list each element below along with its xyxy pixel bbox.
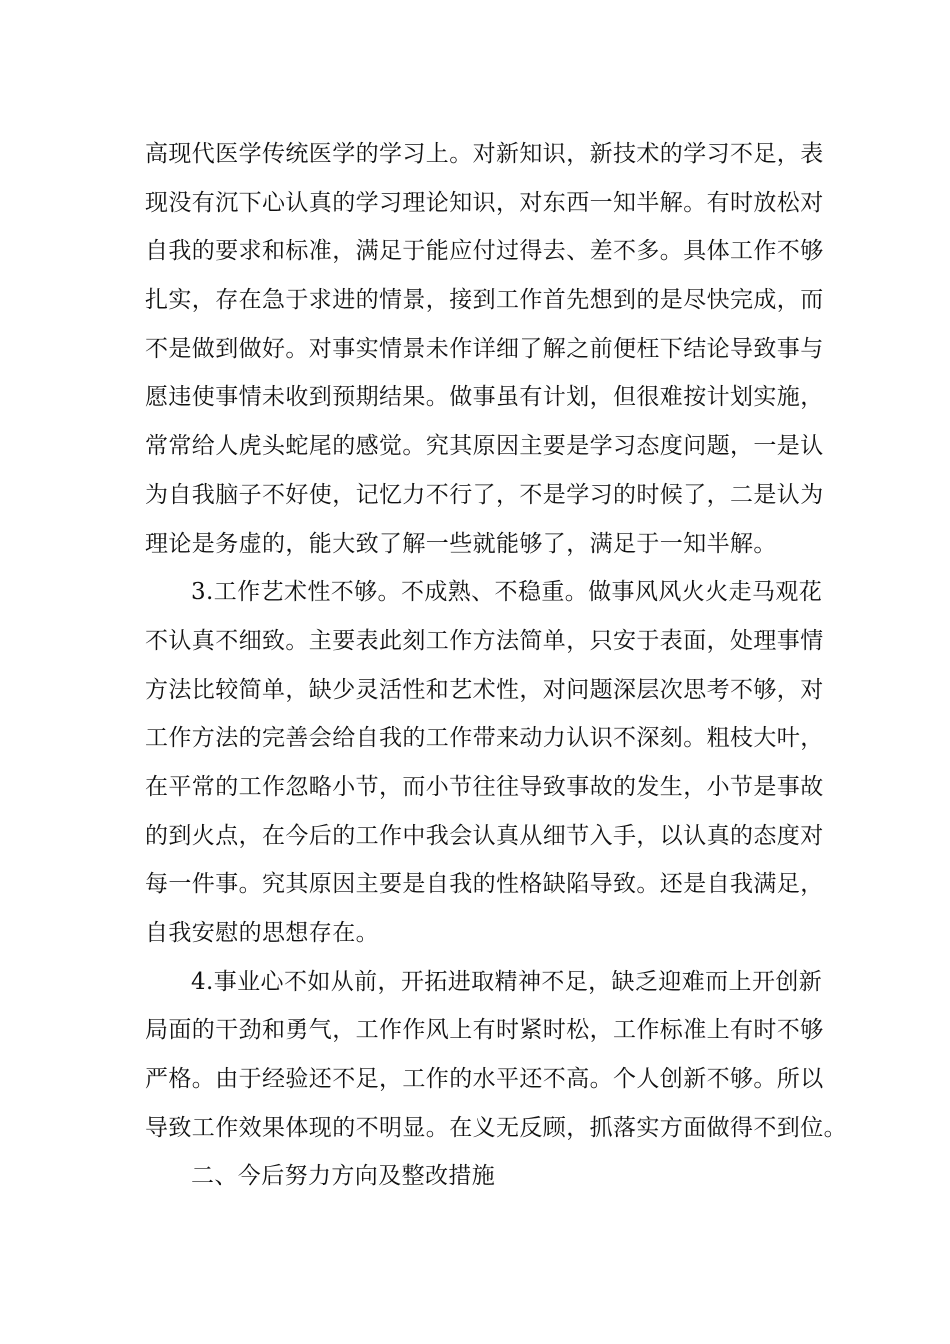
text-line: 的到火点，在今后的工作中我会认真从细节入手，以认真的态度对 (145, 822, 824, 849)
text-line: 每一件事。究其原因主要是自我的性格缺陷导致。还是自我满足， (145, 871, 824, 898)
text-line: 工作方法的完善会给自我的工作带来动力认识不深刻。粗枝大叶， (145, 725, 824, 752)
text-line: 局面的干劲和勇气，工作作风上有时紧时松，工作标准上有时不够 (145, 1017, 824, 1044)
text-line: 不是做到做好。对事实情景未作详细了解之前便枉下结论导致事与 (145, 335, 824, 362)
paragraph-item-3 (145, 568, 824, 958)
text-line: 在平常的工作忽略小节，而小节往往导致事故的发生，小节是事故 (145, 773, 824, 800)
text-line: 高现代医学传统医学的学习上。对新知识，新技术的学习不足，表 (145, 141, 824, 167)
text-line: 理论是务虚的，能大致了解一些就能够了，满足于一知半解。 (145, 530, 777, 557)
text-line: 方法比较简单，缺少灵活性和艺术性，对问题深层次思考不够，对 (145, 676, 824, 703)
text-line: 愿违使事情未收到预期结果。做事虽有计划，但很难按计划实施， (145, 384, 824, 411)
text-line: 严格。由于经验还不足，工作的水平还不高。个人创新不够。所以 (145, 1066, 824, 1093)
text-line: 不认真不细致。主要表此刻工作方法简单，只安于表面，处理事情 (145, 627, 824, 654)
document-body (145, 130, 847, 1201)
text-line: 3.工作艺术性不够。不成熟、不稳重。做事风风火火走马观花 (191, 579, 823, 606)
text-line: 4.事业心不如从前，开拓进取精神不足，缺乏迎难而上开创新 (191, 968, 823, 995)
paragraph-item-4 (145, 958, 847, 1153)
text-line: 现没有沉下心认真的学习理论知识，对东西一知半解。有时放松对 (145, 189, 824, 216)
text-line: 自我安慰的思想存在。 (145, 920, 379, 946)
text-line: 为自我脑子不好使，记忆力不行了，不是学习的时候了，二是认为 (145, 481, 824, 508)
text-line: 常常给人虎头蛇尾的感觉。究其原因主要是学习态度问题，一是认 (145, 433, 824, 460)
text-line: 扎实，存在急于求进的情景，接到工作首先想到的是尽快完成，而 (145, 287, 824, 314)
section-heading (145, 1152, 815, 1201)
text-line: 导致工作效果体现的不明显。在义无反顾，抓落实方面做得不到位。 (145, 1114, 847, 1141)
paragraph-study-attitude (145, 130, 824, 568)
text-line: 自我的要求和标准，满足于能应付过得去、差不多。具体工作不够 (145, 238, 824, 265)
section-heading-text: 二、今后努力方向及整改措施 (191, 1163, 496, 1190)
